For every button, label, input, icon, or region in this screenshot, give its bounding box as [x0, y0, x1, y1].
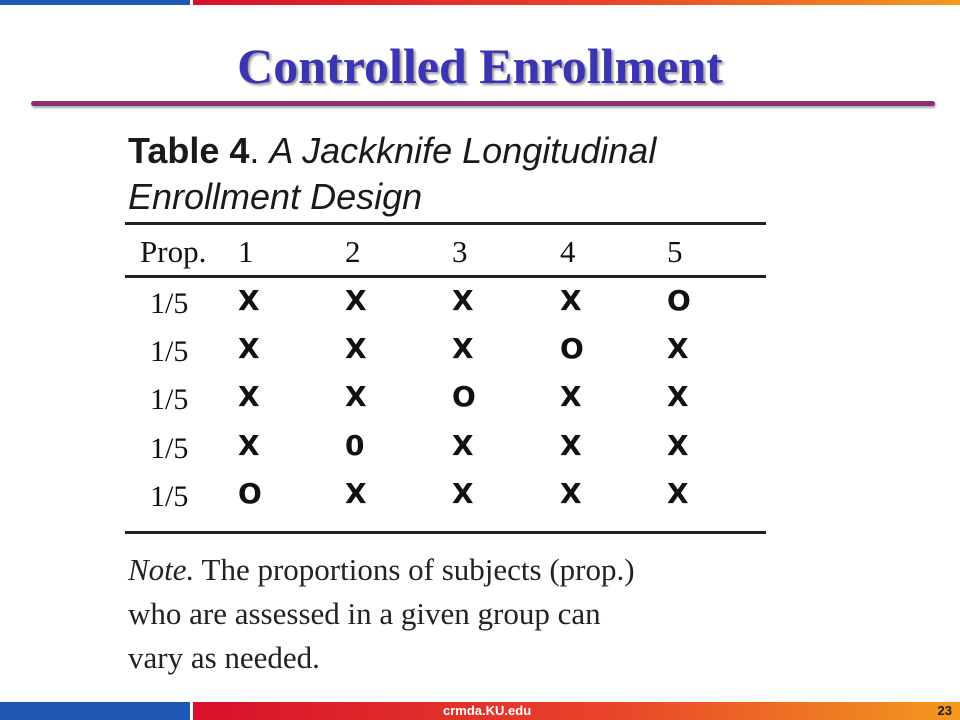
note-line1: The proportions of subjects (prop.)	[194, 552, 635, 587]
page-number: 23	[937, 703, 952, 718]
table-cell: X	[238, 332, 260, 365]
table-title-line2: Enrollment Design	[128, 176, 423, 217]
table-cell: X	[452, 332, 474, 365]
table-cell: O	[238, 477, 262, 510]
table-cell: X	[667, 332, 689, 365]
table-cell: X	[560, 284, 582, 317]
table-row-prop: 1/5	[150, 480, 189, 513]
top-bar-red-segment	[193, 0, 960, 5]
top-bar-blue-segment	[0, 0, 190, 5]
column-header-prop: Prop.	[140, 234, 207, 269]
table-cell: X	[238, 429, 260, 462]
footer-url: crmda.KU.edu	[443, 703, 532, 718]
table-label-separator: .	[249, 130, 270, 171]
column-header-3: 3	[452, 234, 468, 269]
table-cell: X	[560, 380, 582, 413]
table-cell: O	[452, 380, 476, 413]
note-label: Note.	[128, 552, 195, 587]
bottom-bar-blue-segment	[0, 702, 190, 720]
table-cell: O	[560, 332, 584, 365]
table-cell: X	[238, 284, 260, 317]
table-cell: X	[452, 429, 474, 462]
table-title-line1: A Jackknife Longitudinal	[269, 130, 657, 171]
slide-title: Controlled Enrollment	[237, 38, 723, 94]
table-bottom-rule	[125, 531, 766, 534]
table-cell: X	[560, 477, 582, 510]
table-cell: X	[345, 332, 367, 365]
table-row-prop: 1/5	[150, 383, 189, 416]
title-underline	[31, 101, 935, 106]
column-header-2: 2	[345, 234, 361, 269]
table-cell: X	[452, 284, 474, 317]
table-cell: X	[560, 429, 582, 462]
table-row-prop: 1/5	[150, 335, 189, 368]
table-cell: O	[667, 284, 691, 317]
table-cell: X	[452, 477, 474, 510]
table-note	[128, 548, 788, 680]
note-line3: vary as needed.	[128, 640, 320, 675]
bottom-bar-red-segment	[193, 702, 960, 720]
column-header-1: 1	[238, 234, 254, 269]
table-label: Table 4	[128, 130, 250, 171]
table-cell: X	[345, 477, 367, 510]
table-cell: X	[667, 477, 689, 510]
table-cell: X	[345, 380, 367, 413]
top-decorative-bar	[0, 0, 960, 5]
table-cell: X	[345, 284, 367, 317]
table-cell: 0	[345, 429, 365, 462]
table-header-rule	[125, 275, 766, 278]
table-top-rule	[125, 222, 766, 225]
table-cell: X	[238, 380, 260, 413]
note-line2: who are assessed in a given group can	[128, 596, 601, 631]
table-cell: X	[667, 380, 689, 413]
column-header-4: 4	[560, 234, 576, 269]
table-cell: X	[667, 429, 689, 462]
table-row-prop: 1/5	[150, 287, 189, 320]
table-row-prop: 1/5	[150, 432, 189, 465]
table-caption	[128, 128, 778, 220]
column-header-5: 5	[667, 234, 683, 269]
